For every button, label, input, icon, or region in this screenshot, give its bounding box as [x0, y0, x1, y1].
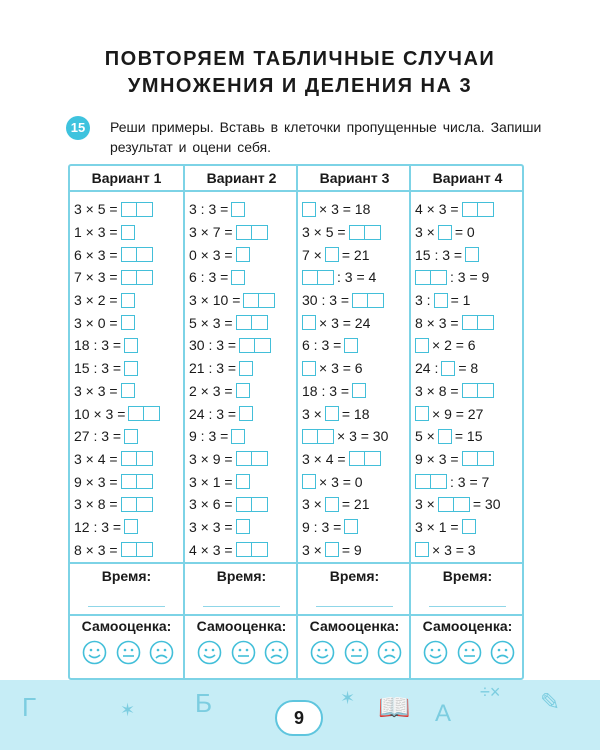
- exercise-row: [411, 516, 524, 539]
- expression-text: 6 × 3 =: [74, 246, 118, 263]
- exercise-row: [298, 221, 411, 244]
- letter-b-icon: Б: [195, 688, 213, 718]
- expression-text: 18 : 3 =: [74, 337, 122, 354]
- exercise-row: [70, 425, 183, 448]
- expression-text: 3 × 3 =: [189, 518, 233, 535]
- answer-box[interactable]: [236, 247, 250, 262]
- self-assessment-faces: [423, 640, 515, 665]
- sad-face-icon[interactable]: [377, 640, 402, 665]
- exercise-row: [185, 334, 298, 357]
- exercise-row: [70, 198, 183, 221]
- answer-box[interactable]: [124, 338, 138, 353]
- exercise-row: [298, 198, 411, 221]
- answer-box[interactable]: [239, 406, 253, 421]
- exercise-row: [411, 311, 524, 334]
- expression-text: 1 × 3 =: [74, 224, 118, 241]
- exercise-row: [298, 448, 411, 471]
- answer-box[interactable]: [302, 474, 316, 489]
- expression-text: 2 × 3 =: [189, 382, 233, 399]
- exercise-row: [298, 289, 411, 312]
- page-title: [0, 46, 600, 100]
- expression-text: 24 :: [415, 360, 439, 377]
- expression-text: 3 ×: [302, 405, 322, 422]
- exercise-row: [70, 448, 183, 471]
- answer-box-double[interactable]: [415, 270, 447, 285]
- exercise-row: [298, 402, 411, 425]
- exercise-row: [298, 470, 411, 493]
- answer-box[interactable]: [462, 519, 476, 534]
- time-write-line[interactable]: [316, 606, 393, 607]
- answer-box-double[interactable]: [438, 497, 470, 512]
- expression-text: 9 : 3 =: [302, 518, 342, 535]
- time-write-line[interactable]: [203, 606, 280, 607]
- math-signs-icon: ÷×: [480, 682, 501, 702]
- answer-box-double[interactable]: [121, 451, 153, 466]
- answer-box-double[interactable]: [239, 338, 271, 353]
- variant-header: Вариант 1: [70, 166, 183, 192]
- expression-text: 3 × 8 =: [74, 496, 118, 513]
- exercise-row: [411, 198, 524, 221]
- exercise-row: [298, 380, 411, 403]
- answer-box[interactable]: [121, 293, 135, 308]
- exercise-row: [298, 266, 411, 289]
- expression-text: × 3 = 30: [337, 428, 389, 445]
- answer-box[interactable]: [434, 293, 448, 308]
- answer-box[interactable]: [124, 361, 138, 376]
- time-write-line[interactable]: [429, 606, 506, 607]
- expression-text: = 0: [454, 224, 475, 241]
- expression-text: 30 : 3 =: [302, 292, 350, 309]
- sad-face-icon[interactable]: [149, 640, 174, 665]
- title-line-1: ПОВТОРЯЕМ ТАБЛИЧНЫЕ СЛУЧАИ: [104, 48, 496, 70]
- expression-text: × 3 = 3: [432, 541, 476, 558]
- answer-box[interactable]: [236, 474, 250, 489]
- exercise-row: [185, 357, 298, 380]
- exercise-row: [70, 289, 183, 312]
- expression-text: = 21: [341, 246, 370, 263]
- exercise-row: [70, 516, 183, 539]
- variant-column: [183, 166, 298, 678]
- answer-box[interactable]: [441, 361, 455, 376]
- answer-box-double[interactable]: [302, 270, 334, 285]
- expression-text: 3 × 6 =: [189, 496, 233, 513]
- variant-header: Вариант 3: [298, 166, 411, 192]
- letter-g-icon: Г: [22, 692, 37, 722]
- exercise-row: [298, 425, 411, 448]
- expression-text: 9 × 3 =: [415, 450, 459, 467]
- expression-text: × 9 = 27: [432, 405, 484, 422]
- answer-box-double[interactable]: [121, 247, 153, 262]
- answer-box[interactable]: [236, 519, 250, 534]
- exercise-row: [298, 311, 411, 334]
- variant-header: Вариант 4: [411, 166, 524, 192]
- time-label: Время:: [442, 568, 493, 584]
- happy-face-icon[interactable]: [310, 640, 335, 665]
- expression-text: 6 : 3 =: [302, 337, 342, 354]
- expression-text: 18 : 3 =: [302, 382, 350, 399]
- expression-text: 3 × 5 =: [74, 201, 118, 218]
- expression-text: = 8: [458, 360, 479, 377]
- expression-text: 3 × 1 =: [415, 518, 459, 535]
- expression-text: × 3 = 24: [319, 314, 371, 331]
- happy-face-icon[interactable]: [197, 640, 222, 665]
- exercise-row: [70, 380, 183, 403]
- exercise-row: [70, 357, 183, 380]
- answer-box[interactable]: [344, 519, 358, 534]
- exercise-row: [411, 402, 524, 425]
- answer-box-double[interactable]: [302, 429, 334, 444]
- answer-box-double[interactable]: [352, 293, 384, 308]
- pencil-icon: ✎: [540, 689, 561, 716]
- expression-text: 3 × 7 =: [189, 224, 233, 241]
- answer-box[interactable]: [415, 406, 429, 421]
- variant-column: [409, 166, 524, 678]
- expression-text: 3 :: [415, 292, 431, 309]
- expression-text: : 3 = 4: [337, 269, 377, 286]
- expression-text: 7 × 3 =: [74, 269, 118, 286]
- self-assessment-label: Самооценка:: [309, 618, 400, 634]
- exercise-row: [185, 516, 298, 539]
- sad-face-icon[interactable]: [264, 640, 289, 665]
- self-assessment-label: Самооценка:: [422, 618, 513, 634]
- exercise-row: [185, 243, 298, 266]
- variant-header: Вариант 2: [185, 166, 298, 192]
- exercise-row: [185, 448, 298, 471]
- exercise-row: [70, 538, 183, 561]
- answer-box[interactable]: [415, 338, 429, 353]
- exercise-row: [185, 380, 298, 403]
- exercise-row: [411, 538, 524, 561]
- expression-text: 3 : 3 =: [189, 201, 229, 218]
- answer-box-double[interactable]: [236, 497, 268, 512]
- star-icon: ✶: [120, 700, 136, 720]
- exercise-row: [298, 357, 411, 380]
- answer-box-double[interactable]: [236, 542, 268, 557]
- expression-text: × 2 = 6: [432, 337, 476, 354]
- happy-face-icon[interactable]: [423, 640, 448, 665]
- expression-text: × 3 = 0: [319, 473, 363, 490]
- expression-text: = 18: [341, 405, 370, 422]
- exercise-row: [298, 334, 411, 357]
- expression-text: 10 × 3 =: [74, 405, 126, 422]
- exercise-row: [411, 243, 524, 266]
- answer-box-double[interactable]: [121, 497, 153, 512]
- exercise-row: [411, 448, 524, 471]
- answer-box[interactable]: [344, 338, 358, 353]
- answer-box-double[interactable]: [121, 474, 153, 489]
- answer-box[interactable]: [352, 383, 366, 398]
- answer-box-double[interactable]: [349, 225, 381, 240]
- expression-text: = 30: [472, 496, 501, 513]
- expression-text: 3 × 5 =: [302, 224, 346, 241]
- exercise-row: [70, 470, 183, 493]
- answer-box[interactable]: [415, 542, 429, 557]
- expression-text: 3 × 3 =: [74, 382, 118, 399]
- expression-text: 5 ×: [415, 428, 435, 445]
- answer-box-double[interactable]: [236, 225, 268, 240]
- time-label: Время:: [216, 568, 267, 584]
- page-number: 9: [275, 700, 323, 736]
- expression-text: 15 : 3 =: [415, 246, 463, 263]
- exercise-row: [70, 311, 183, 334]
- exercise-row: [411, 425, 524, 448]
- happy-face-icon[interactable]: [82, 640, 107, 665]
- self-assessment-faces: [197, 640, 289, 665]
- answer-box[interactable]: [302, 315, 316, 330]
- expression-text: = 15: [454, 428, 483, 445]
- self-assessment-faces: [310, 640, 402, 665]
- answer-box[interactable]: [124, 429, 138, 444]
- expression-text: 7 ×: [302, 246, 322, 263]
- exercise-row: [185, 311, 298, 334]
- answer-box-double[interactable]: [128, 406, 160, 421]
- time-label: Время:: [329, 568, 380, 584]
- answer-box[interactable]: [231, 429, 245, 444]
- expression-text: 15 : 3 =: [74, 360, 122, 377]
- exercise-row: [70, 334, 183, 357]
- expression-text: 24 : 3 =: [189, 405, 237, 422]
- task-number-badge: 15: [66, 116, 90, 140]
- exercise-row: [185, 402, 298, 425]
- answer-box[interactable]: [231, 270, 245, 285]
- exercise-row: [185, 493, 298, 516]
- answer-box-double[interactable]: [349, 451, 381, 466]
- exercise-row: [298, 516, 411, 539]
- answer-box-double[interactable]: [121, 202, 153, 217]
- expression-text: × 3 = 6: [319, 360, 363, 377]
- exercise-row: [185, 266, 298, 289]
- answer-box[interactable]: [325, 247, 339, 262]
- expression-text: 3 ×: [415, 496, 435, 513]
- neutral-face-icon[interactable]: [344, 640, 369, 665]
- expression-text: = 21: [341, 496, 370, 513]
- expression-text: 4 × 3 =: [415, 201, 459, 218]
- expression-text: 3 ×: [302, 496, 322, 513]
- expression-text: 3 × 0 =: [74, 314, 118, 331]
- answer-box-double[interactable]: [236, 315, 268, 330]
- expression-text: 30 : 3 =: [189, 337, 237, 354]
- expression-text: 8 × 3 =: [415, 314, 459, 331]
- answer-box[interactable]: [438, 429, 452, 444]
- answer-box-double[interactable]: [415, 474, 447, 489]
- book-icon: 📖: [378, 692, 411, 722]
- answer-box[interactable]: [302, 361, 316, 376]
- expression-text: × 3 = 18: [319, 201, 371, 218]
- exercise-row: [70, 402, 183, 425]
- answer-box-double[interactable]: [121, 270, 153, 285]
- expression-text: 21 : 3 =: [189, 360, 237, 377]
- neutral-face-icon[interactable]: [116, 640, 141, 665]
- answer-box[interactable]: [121, 225, 135, 240]
- exercise-row: [185, 538, 298, 561]
- answer-box[interactable]: [325, 497, 339, 512]
- exercise-row: [70, 266, 183, 289]
- exercise-row: [185, 425, 298, 448]
- neutral-face-icon[interactable]: [457, 640, 482, 665]
- answer-box[interactable]: [438, 225, 452, 240]
- exercise-row: [411, 470, 524, 493]
- answer-box[interactable]: [121, 383, 135, 398]
- expression-text: 9 : 3 =: [189, 428, 229, 445]
- answer-box[interactable]: [124, 519, 138, 534]
- self-assessment-label: Самооценка:: [196, 618, 287, 634]
- answer-box[interactable]: [465, 247, 479, 262]
- exercise-row: [185, 470, 298, 493]
- answer-box-double[interactable]: [462, 383, 494, 398]
- expression-text: 6 : 3 =: [189, 269, 229, 286]
- self-assessment-label: Самооценка:: [81, 618, 172, 634]
- expression-text: : 3 = 9: [450, 269, 490, 286]
- exercise-row: [185, 221, 298, 244]
- exercise-row: [70, 493, 183, 516]
- exercise-row: [185, 198, 298, 221]
- exercise-row: [411, 357, 524, 380]
- exercise-row: [411, 266, 524, 289]
- answer-box[interactable]: [302, 202, 316, 217]
- neutral-face-icon[interactable]: [231, 640, 256, 665]
- exercise-row: [298, 243, 411, 266]
- expression-text: 8 × 3 =: [74, 541, 118, 558]
- expression-text: 3 ×: [302, 541, 322, 558]
- self-assessment-faces: [82, 640, 174, 665]
- expression-text: 3 × 8 =: [415, 382, 459, 399]
- exercise-row: [298, 493, 411, 516]
- expression-text: 3 × 9 =: [189, 450, 233, 467]
- answer-box-double[interactable]: [243, 293, 275, 308]
- title-line-2: УМНОЖЕНИЯ И ДЕЛЕНИЯ НА 3: [127, 75, 473, 97]
- exercise-row: [411, 221, 524, 244]
- expression-text: 3 ×: [415, 224, 435, 241]
- answer-box[interactable]: [231, 202, 245, 217]
- expression-text: 3 × 1 =: [189, 473, 233, 490]
- answer-box[interactable]: [325, 542, 339, 557]
- exercise-row: [411, 493, 524, 516]
- answer-box[interactable]: [236, 383, 250, 398]
- answer-box[interactable]: [121, 315, 135, 330]
- answer-box-double[interactable]: [236, 451, 268, 466]
- task-instruction: Реши примеры. Вставь в клеточки пропущенные числа. Запиши результат и оцени себя.: [110, 119, 542, 155]
- expression-text: 3 × 2 =: [74, 292, 118, 309]
- variant-column: [70, 166, 183, 678]
- time-label: Время:: [101, 568, 152, 584]
- expression-text: 5 × 3 =: [189, 314, 233, 331]
- expression-text: 3 × 10 =: [189, 292, 241, 309]
- expression-text: 3 × 4 =: [302, 450, 346, 467]
- expression-text: = 9: [341, 541, 362, 558]
- expression-text: = 1: [450, 292, 471, 309]
- exercise-row: [298, 538, 411, 561]
- exercise-row: [411, 289, 524, 312]
- time-write-line[interactable]: [88, 606, 165, 607]
- answer-box-double[interactable]: [121, 542, 153, 557]
- answer-box-double[interactable]: [462, 315, 494, 330]
- expression-text: 0 × 3 =: [189, 246, 233, 263]
- exercise-row: [411, 334, 524, 357]
- answer-box-double[interactable]: [462, 202, 494, 217]
- exercise-row: [70, 221, 183, 244]
- sad-face-icon[interactable]: [490, 640, 515, 665]
- expression-text: : 3 = 7: [450, 473, 490, 490]
- exercise-row: [185, 289, 298, 312]
- exercise-row: [70, 243, 183, 266]
- expression-text: 9 × 3 =: [74, 473, 118, 490]
- expression-text: 12 : 3 =: [74, 518, 122, 535]
- answer-box[interactable]: [239, 361, 253, 376]
- expression-text: 27 : 3 =: [74, 428, 122, 445]
- exercise-row: [411, 380, 524, 403]
- letter-a-icon: А: [435, 700, 452, 727]
- star-icon: ✶: [340, 688, 356, 708]
- exercise-grid: [68, 164, 524, 680]
- variant-column: [296, 166, 411, 678]
- answer-box[interactable]: [325, 406, 339, 421]
- answer-box-double[interactable]: [462, 451, 494, 466]
- expression-text: 3 × 4 =: [74, 450, 118, 467]
- expression-text: 4 × 3 =: [189, 541, 233, 558]
